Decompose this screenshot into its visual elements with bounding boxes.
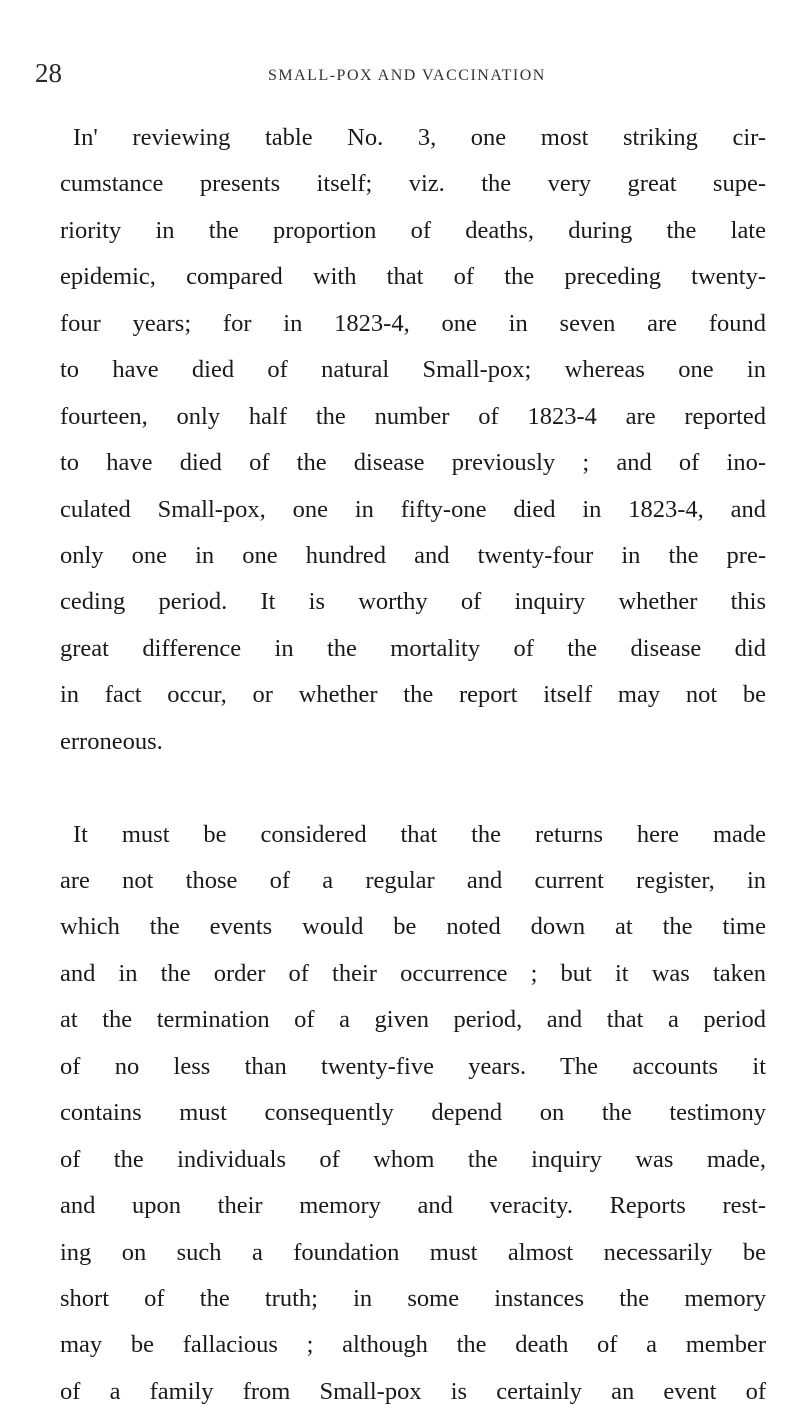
text-line: which the events would be noted down at the time [60,913,766,941]
text-line: ing on such a foundation must almost necessarily be [60,1238,766,1266]
text-line: contains must consequently depend on the testimony [60,1099,766,1127]
paragraph-gap [60,765,766,811]
paragraph-1 [60,115,766,765]
text-line: may be fallacious ; although the death of a member [60,1331,766,1359]
text-line: short of the truth; in some instances the memory [60,1284,766,1312]
text-line: great difference in the mortality of the disease did [60,634,766,662]
text-line: and upon their memory and veracity. Reports rest- [60,1192,766,1220]
text-line: four years; for in 1823-4, one in seven are found [60,309,766,337]
text-line: erroneous. [60,727,163,755]
text-line: and in the order of their occurrence ; but it was taken [60,959,766,987]
page-number: 28 [35,58,62,88]
text-line: to have died of the disease previously ; and of ino- [60,449,766,477]
text-line: to have died of natural Small-pox; whereas one in [60,356,766,384]
text-line: only one in one hundred and twenty-four in the pre- [60,541,766,569]
text-line: culated Small-pox, one in fifty-one died in 1823-4, and [60,495,766,523]
paragraph-2 [60,812,766,1415]
text-line: in fact occur, or whether the report itself may not be [60,681,766,709]
text-line: of a family from Small-pox is certainly an event of [60,1377,766,1405]
text-line: It must be considered that the returns here made [73,820,766,848]
text-line: ceding period. It is worthy of inquiry whether this [60,588,766,616]
running-head [0,58,800,98]
text-line: In' reviewing table No. 3, one most striking cir- [73,124,766,151]
running-title: SMALL-POX AND VACCINATION [268,67,546,84]
text-line: of no less than twenty-five years. The accounts it [60,1052,766,1080]
text-line: of the individuals of whom the inquiry was made, [60,1145,766,1173]
text-line: epidemic, compared with that of the preceding twenty- [60,263,766,291]
text-line: at the termination of a given period, and that a period [60,1006,766,1034]
text-line: riority in the proportion of deaths, during the late [60,216,766,244]
text-line: are not those of a regular and current register, in [60,867,766,894]
text-line: fourteen, only half the number of 1823-4 are reported [60,402,766,430]
text-line: cumstance presents itself; viz. the very great supe- [60,170,766,198]
body-text [60,115,766,1415]
